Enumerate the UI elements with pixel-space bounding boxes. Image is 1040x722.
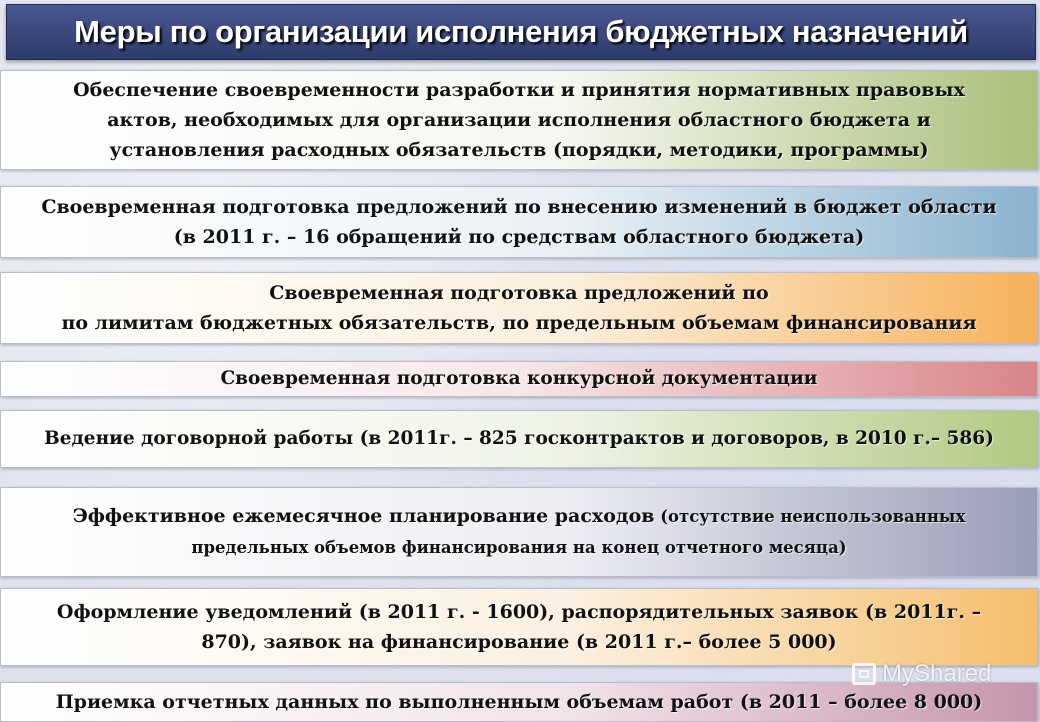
measure-box-2 <box>0 186 1038 258</box>
measure-6-line-2: предельных объемов финансирования на конец отчетного месяца) <box>191 538 847 557</box>
measure-6-lead: Эффективное ежемесячное планирование расходов <box>72 505 655 527</box>
measure-box-4-text <box>220 364 817 394</box>
measure-box-8-text <box>56 687 983 717</box>
measure-2-line-2: (в 2011 г. – 16 обращений по средствам областного бюджета) <box>173 226 865 248</box>
watermark-text: MyShared <box>882 660 992 687</box>
measure-6-rest: (отсутствие неиспользованных <box>654 507 966 526</box>
measure-box-5-text <box>44 424 994 454</box>
measure-box-6 <box>0 487 1038 577</box>
measure-1-line-1: Обеспечение своевременности разработки и принятия нормативных правовых <box>73 79 965 101</box>
measure-box-3 <box>0 272 1038 344</box>
measure-1-line-3: установления расходных обязательств (порядки, методики, программы) <box>109 139 929 161</box>
measure-box-7-text <box>57 597 981 657</box>
measure-box-3-text <box>61 278 976 338</box>
measure-box-1 <box>0 70 1038 170</box>
measure-box-5 <box>0 410 1038 468</box>
measure-1-line-2: актов, необходимых для организации исполнения областного бюджета и <box>107 109 931 131</box>
measure-5-line-1: Ведение договорной работы (в 2011г. – 825 госконтрактов и договоров, в 2010 г.– 586) <box>44 428 994 449</box>
measure-box-7 <box>0 588 1038 666</box>
watermark <box>852 660 991 688</box>
measure-box-8 <box>0 682 1038 722</box>
myshared-logo-icon <box>852 663 876 685</box>
measure-box-1-text <box>73 75 965 165</box>
measure-3-line-1: Своевременная подготовка предложений по <box>269 282 769 304</box>
measure-8-line-1: Приемка отчетных данных по выполненным объемам работ (в 2011 – более 8 000) <box>55 691 983 713</box>
measure-box-6-text <box>73 501 966 563</box>
page-title: Меры по организации исполнения бюджетных назначений <box>74 14 968 49</box>
measure-3-line-2: по лимитам бюджетных обязательств, по предельным объемам финансирования <box>61 312 977 334</box>
measure-box-2-text <box>41 192 996 252</box>
measure-2-line-1: Своевременная подготовка предложений по внесению изменений в бюджет области <box>41 196 997 218</box>
title-banner <box>6 4 1036 60</box>
measure-7-line-1: Оформление уведомлений (в 2011 г. - 1600), распорядительных заявок (в 2011г. – <box>56 601 982 623</box>
measure-7-line-2: 870), заявок на финансирование (в 2011 г.– более 5 000) <box>201 631 837 653</box>
measure-box-4 <box>0 361 1038 397</box>
measure-4-line-1: Своевременная подготовка конкурсной документации <box>220 368 818 389</box>
